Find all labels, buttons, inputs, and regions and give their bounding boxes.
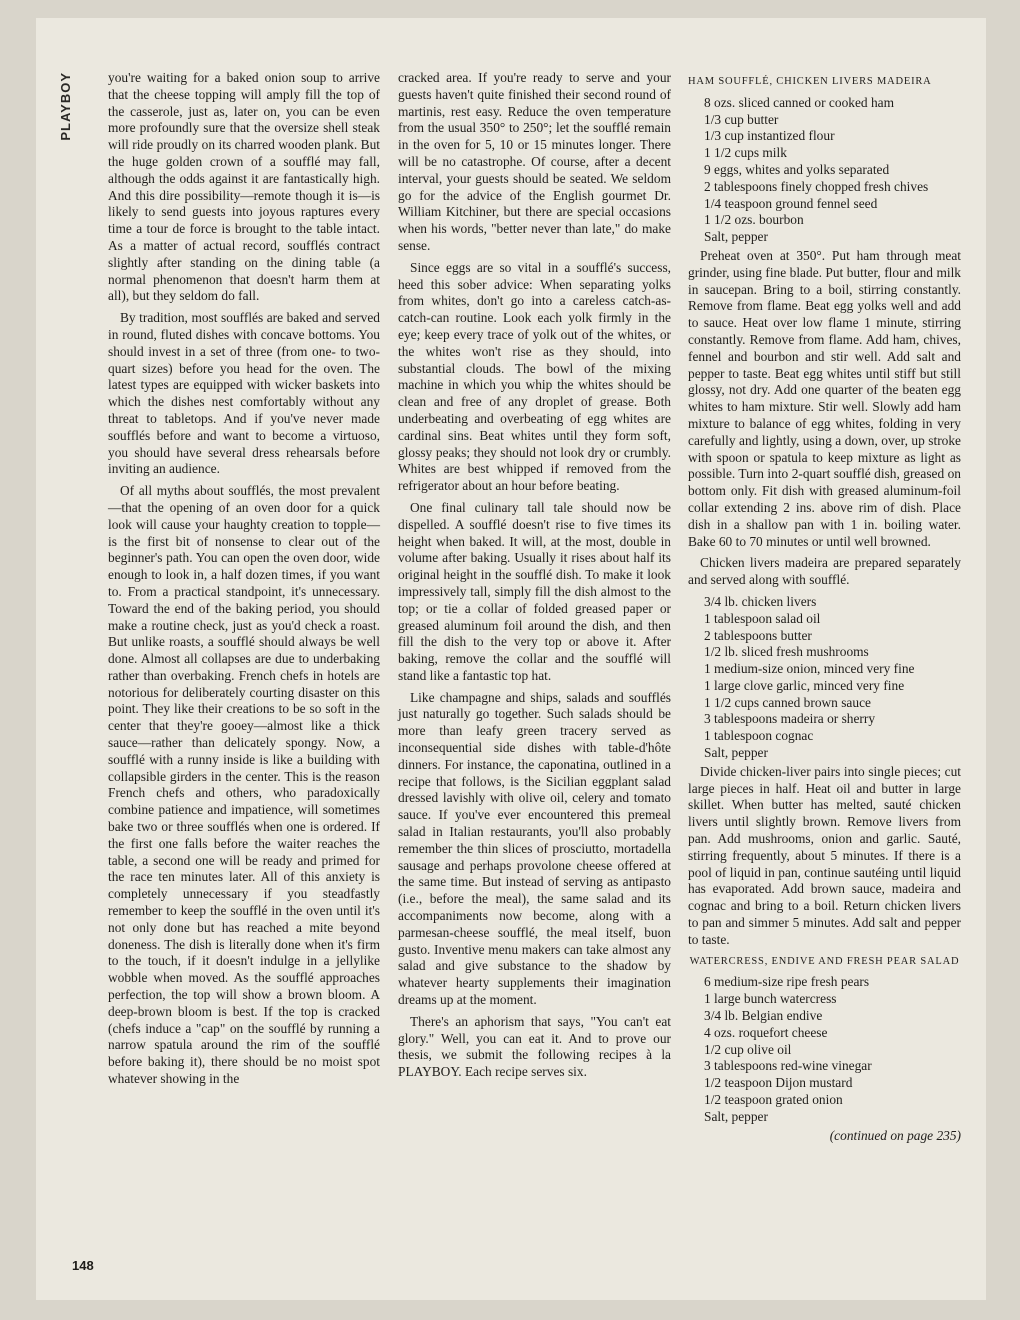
ingredient: 1/3 cup instantized flour <box>704 128 835 144</box>
paragraph: Like champagne and ships, salads and soufflés just naturally go together. Such salads should be more than leafy green tracery served as inconsequential side dishes with table-d'hôte dinners. For instance, the caponatina, outlined in a recipe that follows, is the Sicilian eggplant salad dressed lavishly with olive oil, celery and tomato sauce. If you've ever encountered this premeal salad in Italian restaurants, you'll also probably remember the thin slices of prosciutto, mortadella sausage and perhaps provolone cheese offered at the same time. But instead of serving as antipasto (i.e., before the meal), the same salad and its accompaniments now become, along with a parmesan-cheese soufflé, the meal itself, buon gusto. Inventive menu makers can take almost any salad and give substance to the shadow by whatever hearty supplements their imagination dreams up at the moment. <box>398 689 671 1008</box>
ingredient: 1 1/2 ozs. bourbon <box>704 212 804 228</box>
ingredient: 8 ozs. sliced canned or cooked ham <box>704 94 895 110</box>
ingredient: 3 tablespoons red-wine vinegar <box>704 1058 872 1074</box>
paragraph: One final culinary tall tale should now be dispelled. A soufflé doesn't rise to five times its height when baked. It will, at the most, double in volume after baking. Usually it rises about half its original height in the soufflé dish. To make it look impressively tall, simply fill the dish almost to the top; or tie a collar of folded greased paper or greased aluminum foil around the dish, and then fill the dish to the very top or above it. After baking, remove the collar and the soufflé will stand like a fantastic top hat. <box>398 499 671 683</box>
continued-note: (continued on page 235) <box>829 1127 961 1143</box>
ingredient: 1 large clove garlic, minced very fine <box>704 677 905 693</box>
column-1 <box>108 70 380 1093</box>
ingredient: 1 1/2 cups milk <box>704 145 787 161</box>
ingredient: 3/4 lb. Belgian endive <box>704 1008 823 1024</box>
column-3 <box>688 70 961 1144</box>
ingredient: 1/2 teaspoon grated onion <box>704 1092 843 1108</box>
running-head: PLAYBOY <box>58 72 73 141</box>
ingredient: 4 ozs. roquefort cheese <box>704 1024 828 1040</box>
ingredient: Salt, pepper <box>704 1108 768 1124</box>
ingredient-list <box>688 95 961 246</box>
ingredient: Salt, pepper <box>704 745 768 761</box>
ingredient: 3/4 lb. chicken livers <box>704 593 817 609</box>
ingredient: 1/3 cup butter <box>704 111 779 127</box>
ingredient: 2 tablespoons finely chopped fresh chives <box>704 178 929 194</box>
ingredient: Salt, pepper <box>704 229 768 245</box>
ingredient: 1 tablespoon cognac <box>704 728 814 744</box>
recipe-method: Divide chicken-liver pairs into single pieces; cut large pieces in half. Heat oil and butter in large skillet. When butter has melted, sauté chicken livers until slightly brown. Remove livers from pan. Add mushrooms, onion and garlic. Sauté, stirring frequently, about 5 minutes. If there is a pool of liquid in pan, continue sautéing until liquid has evaporated. Add brown sauce, madeira and cognac and bring to a boil. Return chicken livers to pan and simmer 5 minutes. Add salt and pepper to taste. <box>688 763 961 947</box>
ingredient: 1/2 lb. sliced fresh mushrooms <box>704 644 869 660</box>
ingredient: 6 medium-size ripe fresh pears <box>704 974 870 990</box>
ingredient: 1/4 teaspoon ground fennel seed <box>704 195 878 211</box>
column-2 <box>398 70 671 1086</box>
paragraph: cracked area. If you're ready to serve and your guests haven't quite finished their second round of martinis, rest easy. Reduce the oven temperature from the usual 350° to 250°; let the soufflé remain in the oven for 5, 10 or 15 minutes longer. There will be no catastrophe. Of course, after a decent interval, your guests should be seated. We seldom go for the advice of the English gourmet Dr. William Kitchiner, but there are special occasions when his words, "better never than late," do make sense. <box>398 70 671 253</box>
paragraph: Chicken livers madeira are prepared separately and served along with soufflé. <box>688 555 961 588</box>
ingredient-list <box>688 974 961 1125</box>
paragraph: By tradition, most soufflés are baked and served in round, fluted dishes with concave bottoms. You should invest in a set of three (from one- to two-quart sizes) before you head for the oven. The latest types are equipped with wicker baskets into which the dishes nest comfortably without any threat to tabletops. And if you've never made soufflés before and want to become a virtuoso, you should have several dress rehearsals before inviting an audience. <box>108 310 380 477</box>
ingredient: 1 tablespoon salad oil <box>704 610 821 626</box>
page-number: 148 <box>72 1258 94 1273</box>
recipe-title: WATERCRESS, ENDIVE AND FRESH PEAR SALAD <box>689 955 960 967</box>
ingredient: 1 large bunch watercress <box>704 991 837 1007</box>
ingredient: 9 eggs, whites and yolks separated <box>704 161 890 177</box>
ingredient: 1/2 teaspoon Dijon mustard <box>704 1075 853 1091</box>
recipe-method: Preheat oven at 350°. Put ham through meat grinder, using fine blade. Put butter, flour and milk in saucepan. Bring to a boil, stirring constantly. Remove from flame. Beat egg yolks well and add to sauce. Heat over low flame 1 minute, stirring constantly. Remove from flame. Add ham, chives, fennel and bourbon and stir well. Add salt and pepper to taste. Beat egg whites until stiff but still glossy, not dry. Add one quarter of the beaten egg whites to ham mixture. Stir well. Slowly add ham mixture to balance of egg whites, folding in very carefully and lightly, using a down, over, up stroke with spoon or spatula to keep mixture as light as possible. Turn into 2-quart soufflé dish, greased on bottom only. Fit dish with greased aluminum-foil collar extending 2 ins. above rim of dish. Place dish in a shallow pan with 1 in. boiling water. Bake 60 to 70 minutes or until well browned. <box>688 247 961 549</box>
paragraph: There's an aphorism that says, "You can't eat glory." Well, you can eat it. And to prove our thesis, we submit the following recipes à la PLAYBOY. Each recipe serves six. <box>398 1013 671 1080</box>
paragraph: you're waiting for a baked onion soup to arrive that the cheese topping will amply fill the top of the casserole, just as, later on, you can be even more profoundly sure that the oversize shell steak will ride proudly on its charred wooden plank. But the huge golden crown of a soufflé may fall, although the odds against it are fantastically high. And this dire possibility—remote though it is—is likely to send guests into joyous raptures every time a tour de force is brought to the table intact. As a matter of actual record, soufflés contract slightly after standing on the dining table (a normal phenomenon that doesn't harm them at all), but they seldom do fall. <box>108 70 380 304</box>
ingredient: 1 medium-size onion, minced very fine <box>704 661 915 677</box>
ingredient: 2 tablespoons butter <box>704 627 812 643</box>
paragraph: Since eggs are so vital in a soufflé's success, heed this sober advice: When separating yolks from whites, don't go into a careless catch-as-catch-can routine. Look each yolk firmly in the eye; keep every trace of yolk out of the whites, or the whites won't rise as they should, into substantial clouds. The bowl of the mixing machine in which you whip the whites should be clean and free of any droplet of grease. Both underbeating and overbeating of egg whites are cardinal sins. Beat whites until they form soft, glossy peaks; they should not look dry or crumbly. Whites are best whipped if removed from the refrigerator about an hour before beating. <box>398 259 671 494</box>
ingredient: 1 1/2 cups canned brown sauce <box>704 694 871 710</box>
paragraph: Of all myths about soufflés, the most prevalent—that the opening of an oven door for a quick look will cause your haughty creation to topple—is the first bit of nonsense to clear out of the beginner's path. You can open the oven door, wide enough to look in, a half dozen times, if you want to. From a practical standpoint, it's unnecessary. Toward the end of the baking period, you should make a routine check, just as you'd check a roast. But unlike roasts, a soufflé should always be well done. Almost all collapses are due to underbaking rather than overbaking. French chefs in hotels are notorious for deliberately courting disaster on this point. They like their creations to be so soft in the center that they're gooey—almost like a thick sauce—rather than delicately spongy. Now, a soufflé with a runny inside is like a building with collapsible girders in the center. This is the reason French chefs and others, who paradoxically combine patience and impatience, will sometimes bake two or three soufflés when one is ordered. If the first one falls before the waiter reaches the table, a second one will be ready and primed for the race ten minutes later. All of this anxiety is completely unnecessary if you steadfastly remember to keep the soufflé in the oven until it's not only done but has reached a mite beyond doneness. The dish is literally done when it's firm to the touch, if it doesn't indulge in a jellylike wobble when moved. As the soufflé approaches perfection, the top will show a brown bloom. A deep-brown bloom is best. If the top is cracked (chefs induce a "cap" on the soufflé by running a narrow spatula around the rim of the soufflé before baking it), there should be no moist spot whatever showing in the <box>108 483 380 1087</box>
ingredient: 1/2 cup olive oil <box>704 1041 792 1057</box>
recipe-title: HAM SOUFFLÉ, CHICKEN LIVERS MADEIRA <box>688 76 932 87</box>
ingredient-list <box>688 594 961 762</box>
ingredient: 3 tablespoons madeira or sherry <box>704 711 876 727</box>
